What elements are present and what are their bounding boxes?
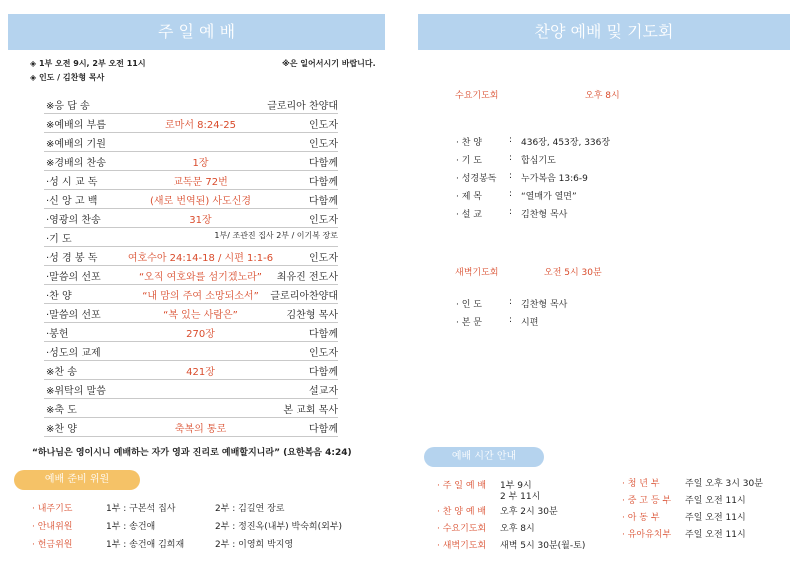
committee-role: · 안내위원 [32,522,73,532]
service-value: “열매가 열면” [521,192,577,202]
order-detail: “내 맘의 주여 소망되소서” [142,291,259,302]
service-sep: : [509,207,513,217]
service-label: · 설 교 [456,210,482,220]
row-divider [44,398,338,399]
row-divider [44,303,338,304]
order-leader: 인도자 [309,348,338,359]
service-label: · 인 도 [456,300,482,310]
stand-note: ※은 일어서시기 바랍니다. [282,59,376,68]
order-item: ※찬 송 [46,367,77,378]
order-item: ·신 앙 고 백 [46,196,98,207]
order-row [38,420,338,439]
order-leader: 다함께 [309,367,338,378]
order-detail: “오직 여호와를 섬기겠노라” [139,272,262,283]
order-leader: 다함께 [309,196,338,207]
bible-quote: “하나님은 영이시니 예배하는 자가 영과 진리로 예배할지니라” (요한복음 4:24) [32,448,352,458]
schedule-name: · 청 년 부 [622,479,660,489]
order-detail: 교독문 72번 [173,177,228,188]
dawn-time: 오전 5시 30분 [544,268,602,278]
wed-time: 오후 8시 [585,91,620,101]
row-divider [44,113,338,114]
order-item: ※축 도 [46,405,77,416]
row-divider [44,379,338,380]
schedule-time: 주일 오전 11시 [685,530,746,540]
order-detail: 여호수아 24:14-18 / 시편 1:1-6 [127,253,274,264]
schedule-name: · 중 고 등 부 [622,496,672,506]
order-item: ※예배의 부름 [46,120,106,131]
committee-role: · 내주기도 [32,504,73,514]
row-divider [44,360,338,361]
service-value: 김찬형 목사 [521,210,568,220]
order-leader: 인도자 [309,253,338,264]
service-times: ◈ 1부 오전 9시, 2부 오전 11시 [30,59,146,68]
order-row [38,344,338,363]
order-leader: 다함께 [309,177,338,188]
row-divider [44,265,338,266]
schedule-time: 오후 2시 30분 [500,507,558,517]
order-row [38,135,338,154]
order-detail: 421장 [186,367,215,378]
order-row [38,97,338,116]
order-item: ·기 도 [46,234,72,245]
order-row [38,173,338,192]
order-detail: 31장 [189,215,212,226]
committee-title: 예배 준비 위원 [14,470,140,490]
order-item: ※예배의 기원 [46,139,106,150]
committee-first: 1부 : 송건애 [106,522,156,532]
dawn-title: 새벽기도회 [455,268,499,278]
order-item: ※응 답 송 [46,101,90,112]
order-item: ·영광의 찬송 [46,215,101,226]
order-detail: (새로 번역된) 사도신경 [149,196,252,207]
committee-first: 1부 : 송건애 김희재 [106,540,185,550]
service-value: 436장, 453장, 336장 [521,138,611,148]
row-divider [44,341,338,342]
order-row [38,230,338,249]
wed-title: 수요기도회 [455,91,499,101]
order-leader: 본 교회 목사 [283,405,338,416]
row-divider [44,132,338,133]
row-divider [44,227,338,228]
schedule-name: · 찬 양 예 배 [437,507,487,517]
service-sep: : [509,189,513,199]
order-item: ·찬 양 [46,291,72,302]
schedule-name: · 수요기도회 [437,524,487,534]
service-sep: : [509,153,513,163]
schedule-time: 주일 오전 11시 [685,513,746,523]
order-leader: 다함께 [309,158,338,169]
row-divider [44,208,338,209]
order-item: ※위탁의 말씀 [46,386,106,397]
order-item: ·성 시 교 독 [46,177,98,188]
schedule-time: 오후 8시 [500,524,535,534]
service-sep: : [509,297,513,307]
service-label: · 찬 양 [456,138,482,148]
schedule-name: · 아 동 부 [622,513,660,523]
order-leader: 인도자 [309,215,338,226]
right-banner: 찬양 예배 및 기도회 [418,14,790,50]
service-label: · 제 목 [456,192,482,202]
committee-first: 1부 : 구본석 집사 [106,504,176,514]
left-banner: 주 일 예 배 [8,14,385,50]
order-leader: 인도자 [309,120,338,131]
order-detail: 로마서 8:24-25 [165,120,236,131]
schedule-time: 2 부 11시 [500,492,541,502]
service-value: 합심기도 [521,156,556,166]
schedule-time: 주일 오전 11시 [685,496,746,506]
schedule-title: 예배 시간 안내 [424,447,544,467]
order-leader: 다함께 [309,329,338,340]
order-leader: 김찬형 목사 [286,310,338,321]
service-value: 누가복음 13:6-9 [521,174,588,184]
order-leader: 1부/ 조관진 집사 2부 / 이기복 장로 [214,231,338,240]
service-sep: : [509,171,513,181]
row-divider [44,189,338,190]
service-sep: : [509,135,513,145]
service-value: 시편 [521,318,539,328]
order-leader: 최유진 전도사 [276,272,338,283]
order-row [38,154,338,173]
row-divider [44,170,338,171]
committee-second: 2부 : 정진옥(내부) 박숙희(외부) [215,522,343,532]
order-detail: 270장 [186,329,215,340]
schedule-name: · 새벽기도회 [437,541,487,551]
order-detail: 축복의 통로 [174,424,227,435]
order-leader: 글로리아 찬양대 [267,101,338,112]
order-leader: 다함께 [309,424,338,435]
order-row [38,192,338,211]
committee-role: · 헌금위원 [32,540,73,550]
order-row [38,382,338,401]
order-row [38,268,338,287]
leader-info: ◈ 인도 / 김찬형 목사 [30,73,105,82]
order-detail: 1장 [192,158,209,169]
order-item: ·성도의 교제 [46,348,101,359]
service-label: · 성경봉독 [456,174,497,184]
service-label: · 본 문 [456,318,482,328]
order-row [38,306,338,325]
order-row [38,363,338,382]
order-item: ·말씀의 선포 [46,310,101,321]
committee-second: 2부 : 김길연 장로 [215,504,285,514]
order-row [38,287,338,306]
service-sep: : [509,315,513,325]
row-divider [44,436,338,437]
row-divider [44,417,338,418]
order-item: ·봉헌 [46,329,69,340]
order-item: ※찬 양 [46,424,77,435]
schedule-name: · 주 일 예 배 [437,481,487,491]
order-row [38,211,338,230]
order-item: ·성 경 봉 독 [46,253,98,264]
schedule-time: 주일 오후 3시 30분 [685,479,763,489]
order-row [38,401,338,420]
service-value: 김찬형 목사 [521,300,568,310]
service-label: · 기 도 [456,156,482,166]
row-divider [44,322,338,323]
schedule-name: · 유아유치부 [622,530,672,540]
schedule-time: 새벽 5시 30분(월-토) [500,541,586,551]
row-divider [44,284,338,285]
order-leader: 글로리아찬양대 [270,291,338,302]
order-detail: “복 있는 사람은” [163,310,238,321]
order-leader: 인도자 [309,139,338,150]
order-leader: 설교자 [309,386,338,397]
row-divider [44,151,338,152]
row-divider [44,246,338,247]
order-row [38,325,338,344]
order-row [38,116,338,135]
order-row [38,249,338,268]
order-item: ※경배의 찬송 [46,158,106,169]
order-item: ·말씀의 선포 [46,272,101,283]
schedule-time: 1부 9시 [500,481,532,491]
committee-second: 2부 : 이영희 박지영 [215,540,294,550]
